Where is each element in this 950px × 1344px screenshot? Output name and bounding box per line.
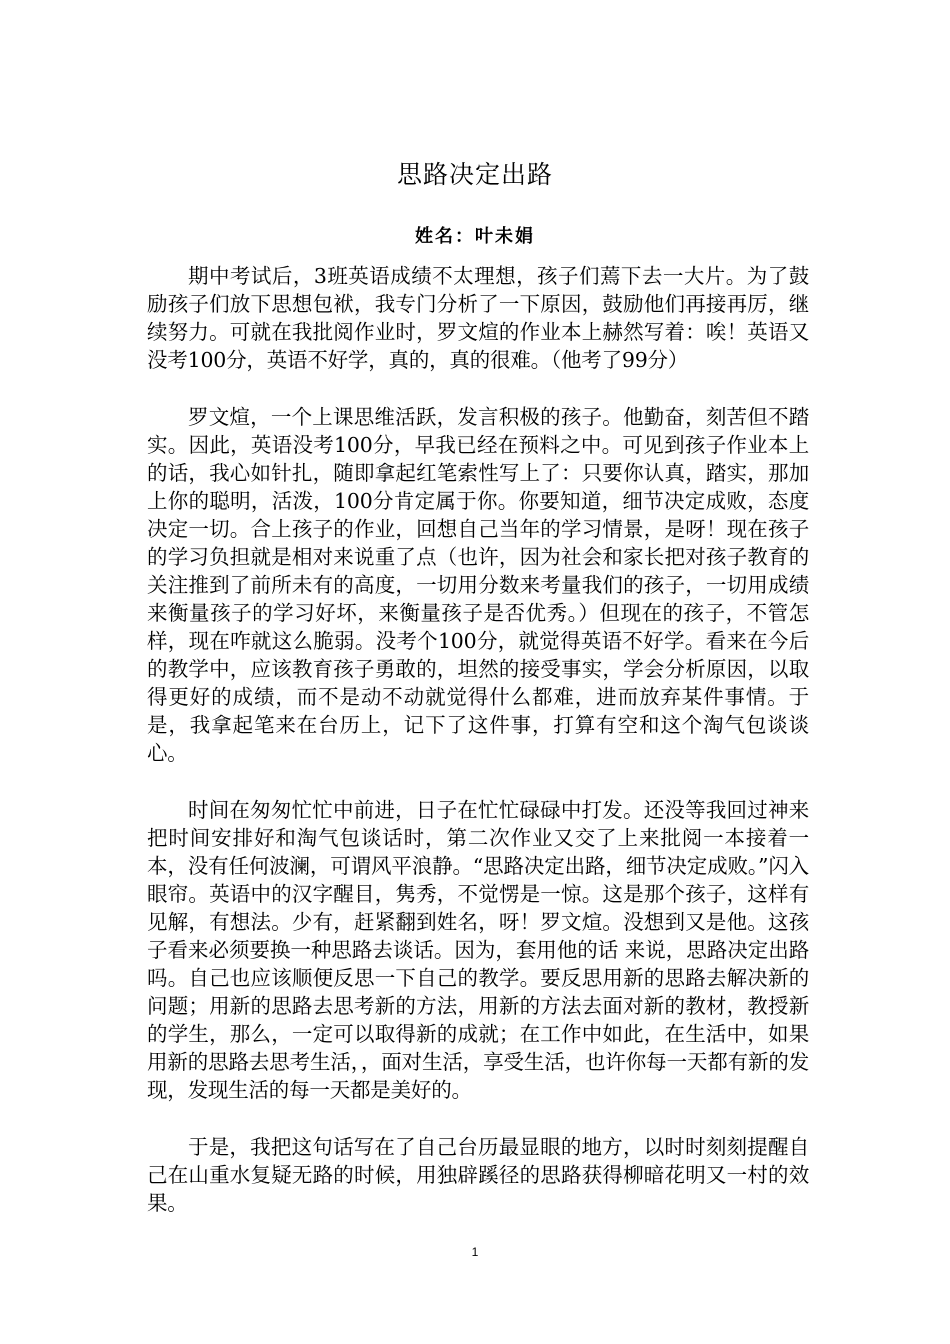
- paragraph-2: 罗文煊，一个上课思维活跃，发言积极的孩子。他勤奋，刻苦但不踏实。因此，英语没考100分，早我已经在预料之中。可见到孩子作业本上的话，我心如针扎，随即拿起红笔索性写上了：只要你认真，踏实，那加上你的聪明，活泼，100分肯定属于你。你要知道，细节决定成败，态度决定一切。合上孩子的作业，回想自己当年的学习情景，是呀！现在孩子的学习负担就是相对来说重了点（也许，因为社会和家长把对孩子教育的关注推到了前所未有的高度，一切用分数来考量我们的孩子，一切用成绩来衡量孩子的学习好坏，来衡量孩子是否优秀。）但现在的孩子，不管怎样，现在咋就这么脆弱。没考个100分，就觉得英语不好学。看来在今后的教学中，应该教育孩子勇敢的，坦然的接受事实，学会分析原因，以取得更好的成绩，而不是动不动就觉得什么都难，进而放弃某件事情。于是，我拿起笔来在台历上，记下了这件事，打算有空和这个淘气包谈谈心。: [147, 405, 809, 765]
- paragraph-1: 期中考试后，3班英语成绩不太理想，孩子们蔫下去一大片。为了鼓励孩子们放下思想包袱，我专门分析了一下原因，鼓励他们再接再厉，继续努力。可就在我批阅作业时，罗文煊的作业本上赫然写着：唉！英语又没考100分，英语不好学，真的，真的很难。（他考了99分）: [147, 264, 809, 372]
- author-line: 姓名：叶未娟: [415, 226, 535, 247]
- paragraph-4: 于是，我把这句话写在了自己台历最显眼的地方，以时时刻刻提醒自己在山重水复疑无路的时候，用独辟蹊径的思路获得柳暗花明又一村的效果。: [147, 1135, 809, 1215]
- essay-body: [147, 262, 809, 1246]
- paragraph-3: 时间在匆匆忙忙中前进，日子在忙忙碌碌中打发。还没等我回过神来把时间安排好和淘气包谈话时，第二次作业又交了上来批阅一本接着一本，没有任何波澜，可谓风平浪静。“思路决定出路，细节决定成败。”闪入眼帘。英语中的汉字醒目，隽秀，不觉愣是一惊。这是那个孩子，这样有见解，有想法。少有，赶紧翻到姓名，呀！罗文煊。没想到又是他。这孩子看来必须要换一种思路去谈话。因为，套用他的话 来说，思路决定出路吗。自己也应该顺便反思一下自己的教学。要反思用新的思路去解决新的问题；用新的思路去思考新的方法，用新的方法去面对新的教材，教授新的学生，那么，一定可以取得新的成就；在工作中如此，在生活中，如果用新的思路去思考生活，，面对生活，享受生活，也许你每一天都有新的发现，发现生活的每一天都是美好的。: [147, 798, 809, 1102]
- document-title: 思路决定出路: [396, 160, 553, 189]
- page-number: 1: [471, 1245, 479, 1259]
